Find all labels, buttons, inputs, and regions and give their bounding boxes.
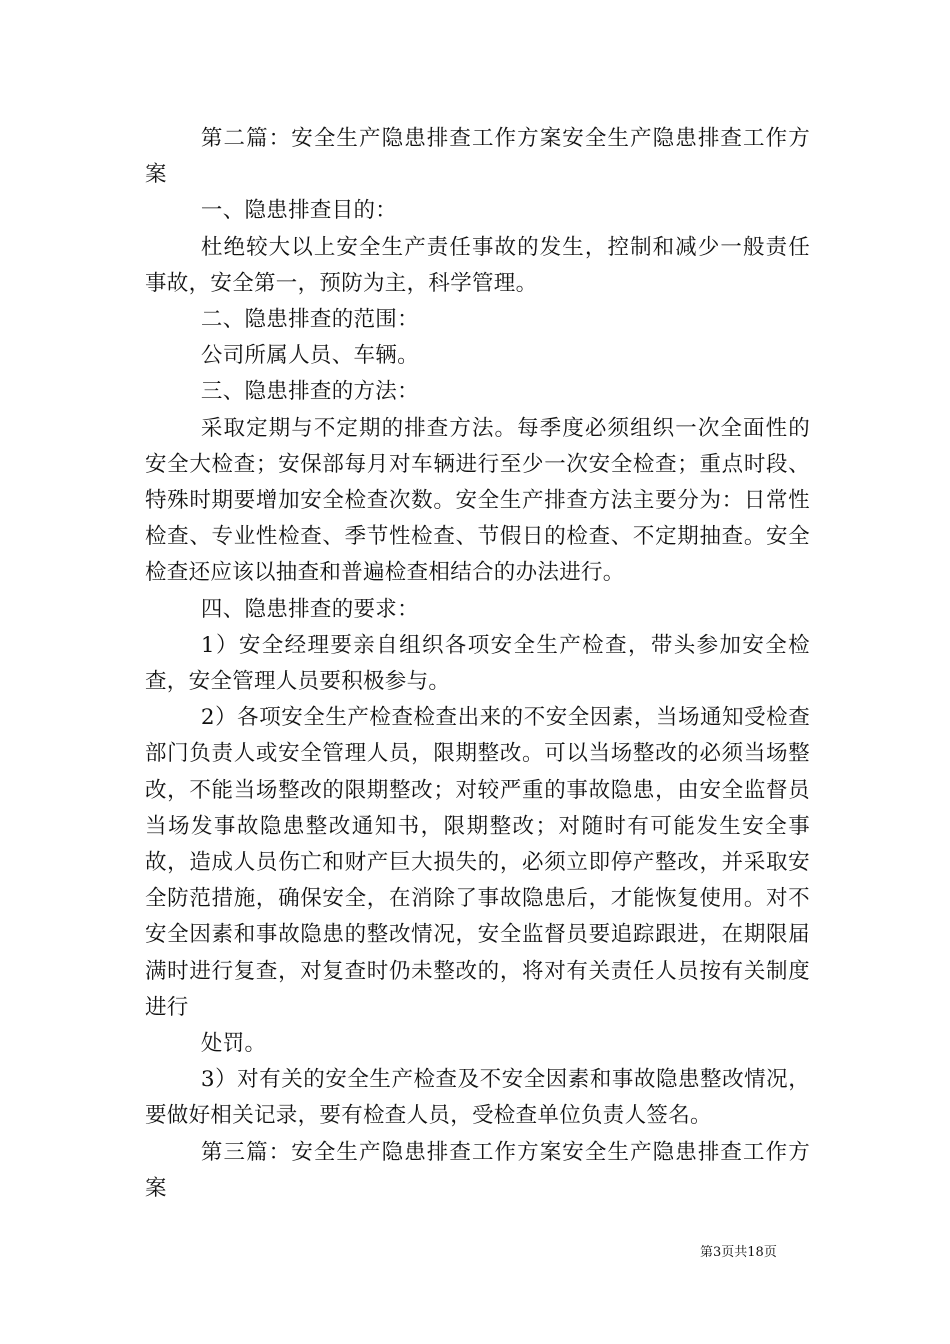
subheading-scope: 二、隐患排查的范围： — [200, 307, 419, 333]
subheading-requirements: 四、隐患排查的要求： — [200, 596, 419, 622]
paragraph-penalty: 处罚。 — [200, 1031, 267, 1057]
page-number: 第3页共18页 — [700, 1245, 777, 1260]
paragraph-requirement-2: 2）各项安全生产检查检查出来的不安全因素，当场通知受检查部门负责人或安全管理人员，限期整改。可以当场整改的必须当场整改，不能当场整改的限期整改；对较严重的事故隐患，由安全监督员当场发事故隐患整改通知书，限期整改；对随时有可能发生安全事故，造成人员伤亡和财产巨大损失的，必须立即停产整改，并采取安全防范措施，确保安全，在消除了事故隐患后，才能恢复使用。对不安全因素和事故隐患的整改情况，安全监督员要追踪跟进，在期限届满时进行复查，对复查时仍未整改的，将对有关责任人员按有关制度进行 — [145, 705, 810, 1020]
paragraph-method: 采取定期与不定期的排查方法。每季度必须组织一次全面性的安全大检查；安保部每月对车辆进行至少一次安全检查；重点时段、特殊时期要增加安全检查次数。安全生产排查方法主要分为：日常性检查、专业性检查、季节性检查、节假日的检查、不定期抽查。安全检查还应该以抽查和普遍检查相结合的办法进行。 — [145, 415, 810, 586]
document-body — [145, 121, 810, 1207]
paragraph-purpose: 杜绝较大以上安全生产责任事故的发生，控制和减少一般责任事故，安全第一，预防为主，科学管理。 — [145, 234, 810, 296]
paragraph-scope: 公司所属人员、车辆。 — [200, 343, 419, 369]
section-heading-2: 第二篇：安全生产隐患排查工作方案安全生产隐患排查工作方案 — [145, 126, 810, 188]
paragraph-requirement-1: 1）安全经理要亲自组织各项安全生产检查，带头参加安全检查，安全管理人员要积极参与。 — [145, 632, 810, 695]
paragraph-requirement-3: 3）对有关的安全生产检查及不安全因素和事故隐患整改情况，要做好相关记录，要有检查人员，受检查单位负责人签名。 — [145, 1067, 810, 1129]
section-heading-3: 第三篇：安全生产隐患排查工作方案安全生产隐患排查工作方案 — [145, 1139, 810, 1201]
subheading-purpose: 一、隐患排查目的： — [200, 198, 398, 224]
subheading-method: 三、隐患排查的方法： — [200, 379, 419, 405]
